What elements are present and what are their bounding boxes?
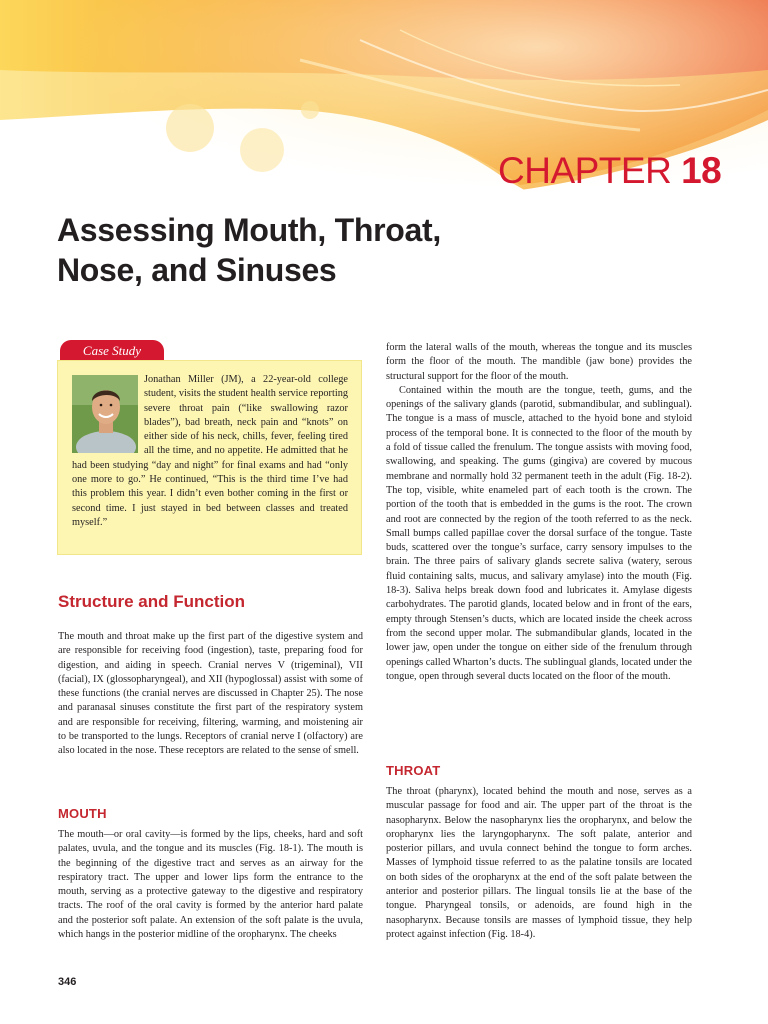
case-study-body: Jonathan Miller (JM), a 22-year-old college student, visits the student health service reporting severe throat pain (“like swallowing razor blades”), bad breath, neck pain and “knots” on either side of his neck, chills, fever, feeling tired all the time, and no appetite. He admitted that he had been studying “day and night” for final exams and had “only one more to go.” He continued, “This is the third time I’ve had this problem this year. I didn’t even bother coming in the first or second time. I just stayed in bed between classes and treated myself.” <box>72 374 348 528</box>
right-paragraph-1: form the lateral walls of the mouth, whereas the tongue and its muscles form the floor of the mouth. The mandible (jaw bone) provides the structural support for the floor of the mouth. <box>386 342 692 382</box>
throat-paragraph: The throat (pharynx), located behind the mouth and nose, serves as a muscular passage for food and air. The upper part of the throat is the nasopharynx. Below the nasopharynx lies the oropharynx, and below the oropharynx lies the laryngopharynx. The soft palate, anterior and posterior pillars, and uvula connect behind the tongue to form arches. Masses of lymphoid tissue referred to as the palatine tonsils are located on both sides of the oropharynx at the end of the soft palate between the anterior and posterior pillars. The lingual tonsils lie at the base of the tongue. Pharyngeal tonsils, or adenoids, are found high in the nasopharynx. Because tonsils are masses of lymphoid tissue, they help protect against infection (Fig. 18-4). <box>386 786 692 940</box>
chapter-title-line2: Nose, and Sinuses <box>57 252 337 288</box>
throat-text <box>386 785 692 942</box>
chapter-title-line1: Assessing Mouth, Throat, <box>57 212 441 248</box>
chapter-title <box>57 210 497 290</box>
mouth-text <box>58 828 363 942</box>
mouth-paragraph: The mouth—or oral cavity—is formed by the lips, cheeks, hard and soft palates, uvula, and the tongue and its muscles (Fig. 18-1). The mouth is the beginning of the digestive tract and serves as an airway for the respiratory tract. The upper and lower lips form the entrance to the mouth, serving as a protective gateway to the digestive and respiratory tracts. The roof of the oral cavity is formed by the anterior hard palate and the posterior soft palate. An extension of the soft palate is the uvula, which hangs in the posterior midline of the oropharynx. The cheeks <box>58 829 363 941</box>
case-study-text <box>72 373 348 530</box>
structure-text <box>58 630 363 759</box>
chapter-label <box>498 150 721 192</box>
mouth-heading: MOUTH <box>58 806 107 821</box>
chapter-banner <box>0 0 768 235</box>
right-column-text <box>386 341 692 684</box>
chapter-word: CHAPTER <box>498 150 672 191</box>
page-number: 346 <box>58 976 77 988</box>
case-study-tab: Case Study <box>60 340 164 362</box>
structure-paragraph: The mouth and throat make up the first part of the digestive system and are responsible for receiving food (ingestion), taste, preparing food for digestion, and aiding in speech. Cranial nerves V (trigeminal), VII (facial), IX (glossopharyngeal), and XII (hypoglossal) assist with some of these functions (the cranial nerves are discussed in Chapter 25). The nose and paranasal sinuses constitute the first part of the respiratory system and are responsible for receiving, filtering, warming, and moistening air to be transported to the lungs. Receptors of cranial nerve I (olfactory) are also located in the nose. These receptors are related to the sense of smell. <box>58 631 363 757</box>
chapter-number: 18 <box>681 150 722 191</box>
throat-heading: THROAT <box>386 763 441 778</box>
right-paragraph-2: Contained within the mouth are the tongue, teeth, gums, and the openings of the salivary glands (parotid, submandibular, and sublingual). The tongue is a mass of muscle, attached to the hyoid bone and styloid process of the temporal bone. It is connected to the floor of the mouth by a fold of tissue called the frenulum. The tongue assists with moving food, swallowing, and speaking. The gums (gingiva) are covered by mucous membrane and normally hold 32 permanent teeth in the adult (Fig. 18-2). The top, visible, white enameled part of each tooth is the crown. The portion of the tooth that is embedded in the gums is the root. The crown and root are connected by the region of the tooth referred to as the neck. Small bumps called papillae cover the dorsal surface of the tongue. Taste buds, scattered over the tongue’s surface, carry sensory impulses to the brain. The three pairs of salivary glands secrete saliva (watery, serous fluid containing salts, mucus, and salivary amylase) into the mouth (Fig. 18-3). Saliva helps break down food and lubricates it. Amylase digests carbohydrates. The parotid glands, located below and in front of the ears, empty through Stensen’s ducts, which are located inside the cheek across from the second upper molar. The submandibular glands, located in the lower jaw, open under the tongue on either side of the frenulum through openings called Wharton’s ducts. The sublingual glands, located under the tongue, open through several ducts located on the floor of the mouth. <box>386 384 692 682</box>
structure-heading: Structure and Function <box>58 592 245 611</box>
